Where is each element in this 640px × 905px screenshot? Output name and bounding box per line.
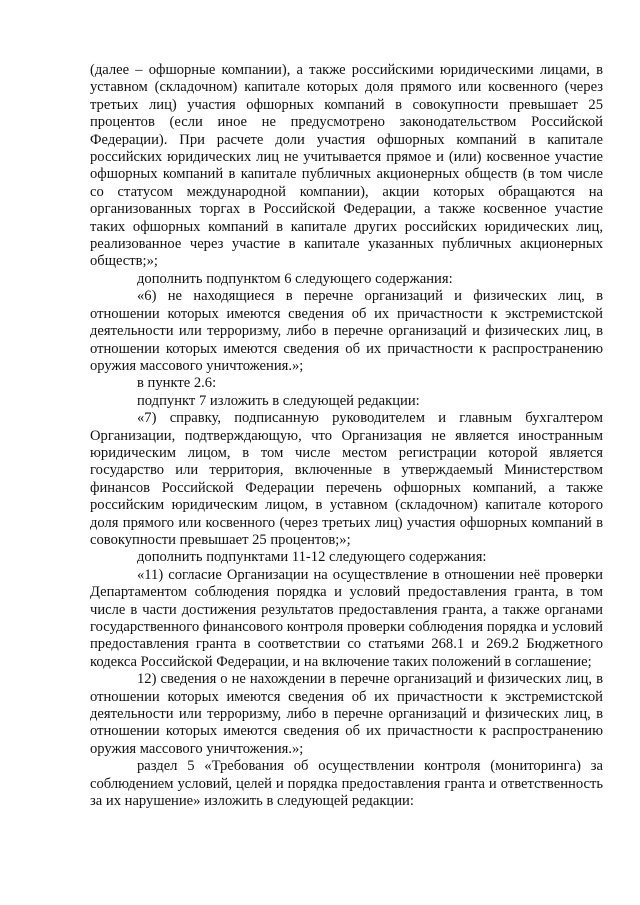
- paragraph-subpoint-12: 12) сведения о не нахождении в перечне организаций и физических лиц, в отношении которых имеются сведения об их причастности к экстремистской деятельности или терроризму, либо в перечне организаций и физических лиц, в отношении которых имеются сведения об их причастности к распространению оружия массового уничтожения.»;: [90, 671, 603, 757]
- paragraph-add-subpoints-11-12: дополнить подпунктами 11-12 следующего содержания:: [137, 549, 487, 566]
- paragraph-subpoint-7-intro: подпункт 7 изложить в следующей редакции:: [137, 392, 420, 409]
- paragraph-subpoint-11: «11) согласие Организации на осуществление в отношении неё проверки Департаментом соблюдения порядка и условий предоставления гранта, в том числе в части достижения результатов предоставления гранта, а также органами государственного финансового контроля проверки соблюдения порядка и условий предоставления гранта в соответствии со статьями 268.1 и 269.2 Бюджетного кодекса Российской Федерации, и на включение таких положений в соглашение;: [90, 566, 603, 670]
- paragraph-offshore-continuation: (далее – офшорные компании), а также российскими юридическими лицами, в уставном (складочном) капитале которых доля прямого или косвенного (через третьих лиц) участия офшорных компаний в совокупности превышает 25 процентов (если иное не предусмотрено законодательством Российской Федерации). При расчете доли участия офшорных компаний в капитале российских юридических лиц не учитывается прямое и (или) косвенное участие офшорных компаний в капитале публичных акционерных обществ (в том числе со статусом международной компании), акции которых обращаются на организованных торгах в Российской Федерации, а также косвенное участие таких офшорных компаний в капитале других российских юридических лиц, реализованное через участие в капитале указанных публичных акционерных обществ;»;: [90, 62, 603, 270]
- paragraph-subpoint-6: «6) не находящиеся в перечне организаций и физических лиц, в отношении которых имеются сведения об их причастности к экстремистской деятельности или терроризму, либо в перечне организаций и физических лиц, в отношении которых имеются сведения об их причастности к распространению оружия массового уничтожения.»;: [90, 288, 603, 374]
- paragraph-clause-2-6: в пункте 2.6:: [137, 375, 217, 392]
- paragraph-add-subpoint-6: дополнить подпунктом 6 следующего содержания:: [137, 270, 453, 287]
- paragraph-subpoint-7: «7) справку, подписанную руководителем и главным бухгалтером Организации, подтверждающую, что Организация не является иностранным юридическим лицом, в том числе местом регистрации которой является государство или территория, включенные в утверждаемый Министерством финансов Российской Федерации перечень офшорных компаний, а также российским юридическим лицом, в уставном (складочном) капитале которого доля прямого или косвенного (через третьих лиц) участия офшорных компаний в совокупности превышает 25 процентов;»;: [90, 410, 603, 548]
- paragraph-section-5: раздел 5 «Требования об осуществлении контроля (мониторинга) за соблюдением условий, целей и порядка предоставления гранта и ответственность за их нарушение» изложить в следующей редакции:: [90, 758, 603, 810]
